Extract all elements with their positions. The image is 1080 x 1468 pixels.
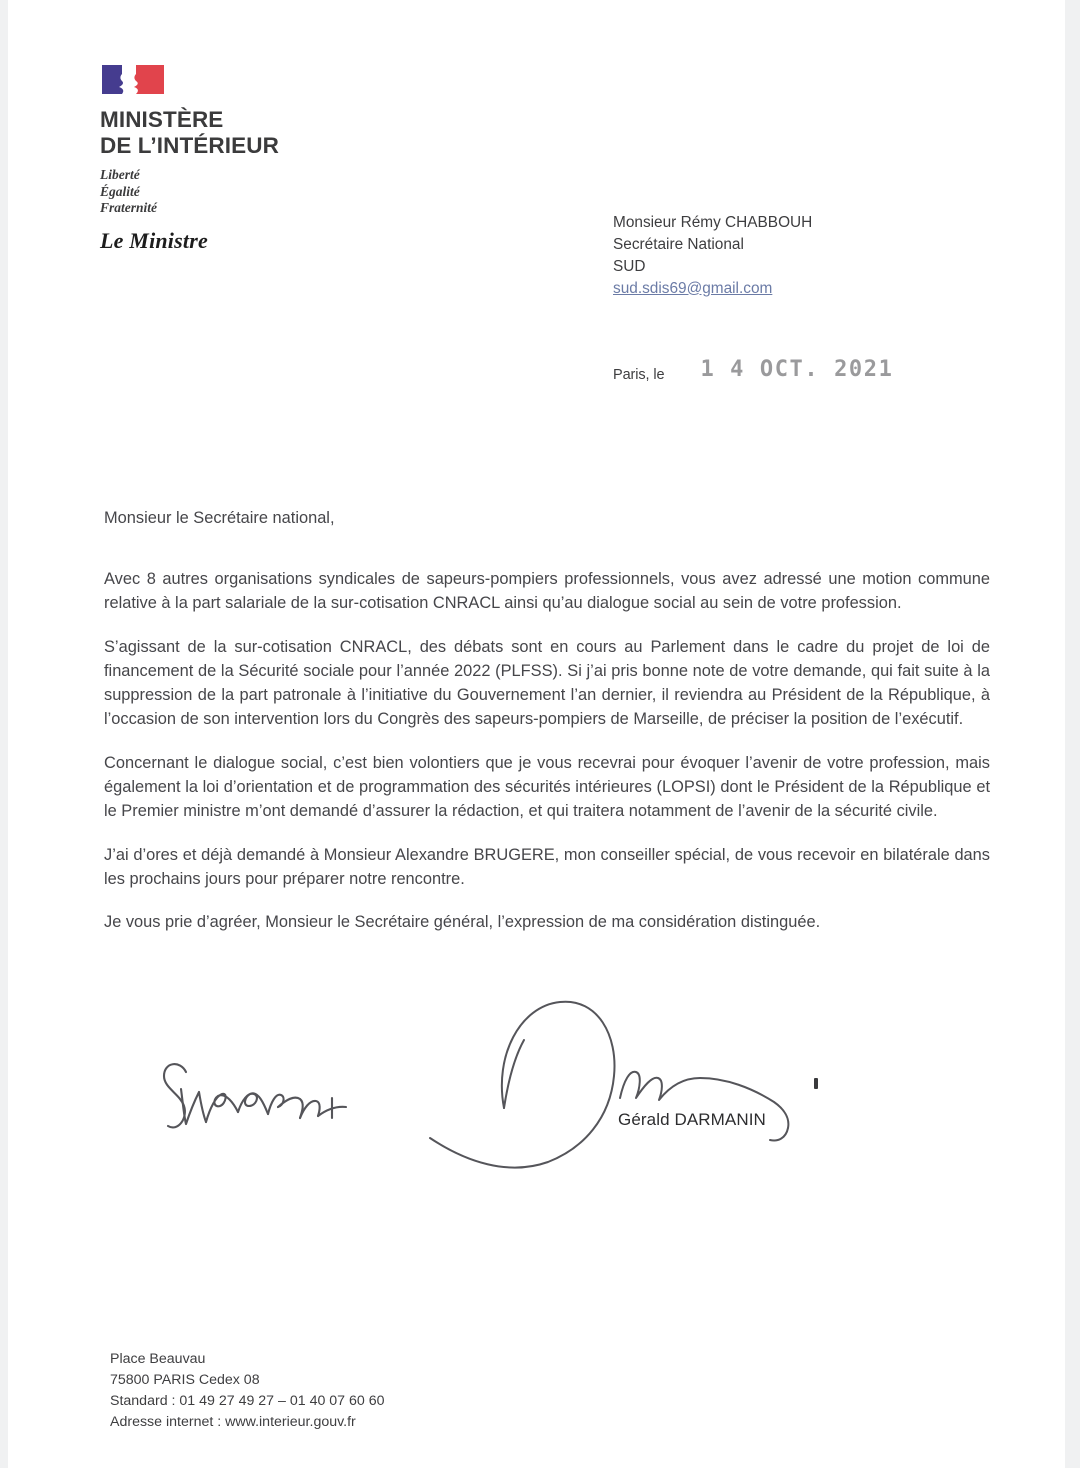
- secondary-handwritten-signature-icon: [150, 1052, 370, 1147]
- salutation: Monsieur le Secrétaire national,: [104, 509, 335, 527]
- ministry-name-line2: DE L’INTÉRIEUR: [100, 132, 279, 158]
- body-paragraph: Avec 8 autres organisations syndicales de sapeurs-pompiers professionnels, vous avez adressé une motion commune relative à la part salariale de la sur-cotisation CNRACL ainsi qu’au dialogue social au sein de votre profession.: [104, 570, 990, 612]
- signature-ink-mark: [814, 1078, 818, 1089]
- ministry-name-line1: MINISTÈRE: [100, 107, 224, 132]
- letterhead: [100, 62, 460, 217]
- page-left-edge-strip: [0, 0, 8, 1468]
- recipient-role: Secrétaire National: [613, 235, 744, 253]
- signature-printed-name: Gérald DARMANIN: [618, 1110, 766, 1129]
- letter-body: [104, 568, 990, 935]
- body-paragraph: S’agissant de la sur-cotisation CNRACL, des débats sont en cours au Parlement dans le cadre du projet de loi de financement de la Sécurité sociale pour l’année 2022 (PLFSS). Si j’ai pris bonne note de votre demande, qui fait suite à la suppression de la part patronale à l’initiative du Gouvernement l’an dernier, il reviendra au Président de la République, à l’occasion de son intervention lors du Congrès des sapeurs-pompiers de Marseille, de préciser la position de l’exécutif.: [104, 637, 990, 728]
- dateline-place: Paris, le: [613, 367, 665, 383]
- dateline: [613, 357, 894, 385]
- motto-egalite: Égalité: [100, 183, 140, 199]
- footer-phone: Standard : 01 49 27 49 27 – 01 40 07 60 60: [110, 1392, 385, 1409]
- ministry-name: [100, 107, 460, 158]
- body-paragraph: Concernant le dialogue social, c’est bien volontiers que je vous recevrai pour évoquer l’avenir de votre profession, mais également la loi d’orientation et de programmation des sécurités intérieures (LOPSI) dont le Président de la République et le Premier ministre m’ont demandé d’assurer la rédaction, et qui traitera notamment de l’avenir de la sécurité civile.: [104, 753, 990, 820]
- recipient-block: [613, 212, 812, 300]
- recipient-email-link[interactable]: sud.sdis69@gmail.com: [613, 279, 773, 297]
- body-paragraph-closing: Je vous prie d’agréer, Monsieur le Secrétaire général, l’expression de ma considération distinguée.: [104, 913, 821, 932]
- date-stamp: 1 4 OCT. 2021: [700, 357, 894, 382]
- page-right-edge-strip: [1065, 0, 1080, 1468]
- body-paragraph: J’ai d’ores et déjà demandé à Monsieur Alexandre BRUGERE, mon conseiller spécial, de vous recevoir en bilatérale dans les prochains jours pour préparer notre rencontre.: [104, 845, 990, 888]
- footer-city: 75800 PARIS Cedex 08: [110, 1371, 260, 1388]
- footer-address-block: [110, 1349, 385, 1433]
- minister-title: Le Ministre: [100, 228, 208, 253]
- motto-liberte: Liberté: [100, 167, 140, 183]
- recipient-organisation: SUD: [613, 257, 646, 275]
- footer-street: Place Beauvau: [110, 1351, 206, 1367]
- footer-website: Adresse internet : www.interieur.gouv.fr: [110, 1413, 356, 1430]
- republic-motto: [100, 167, 460, 216]
- french-flag-icon: [100, 62, 166, 98]
- motto-fraternite: Fraternité: [100, 200, 158, 216]
- recipient-name: Monsieur Rémy CHABBOUH: [613, 214, 813, 231]
- handwritten-signature-icon: [408, 992, 838, 1172]
